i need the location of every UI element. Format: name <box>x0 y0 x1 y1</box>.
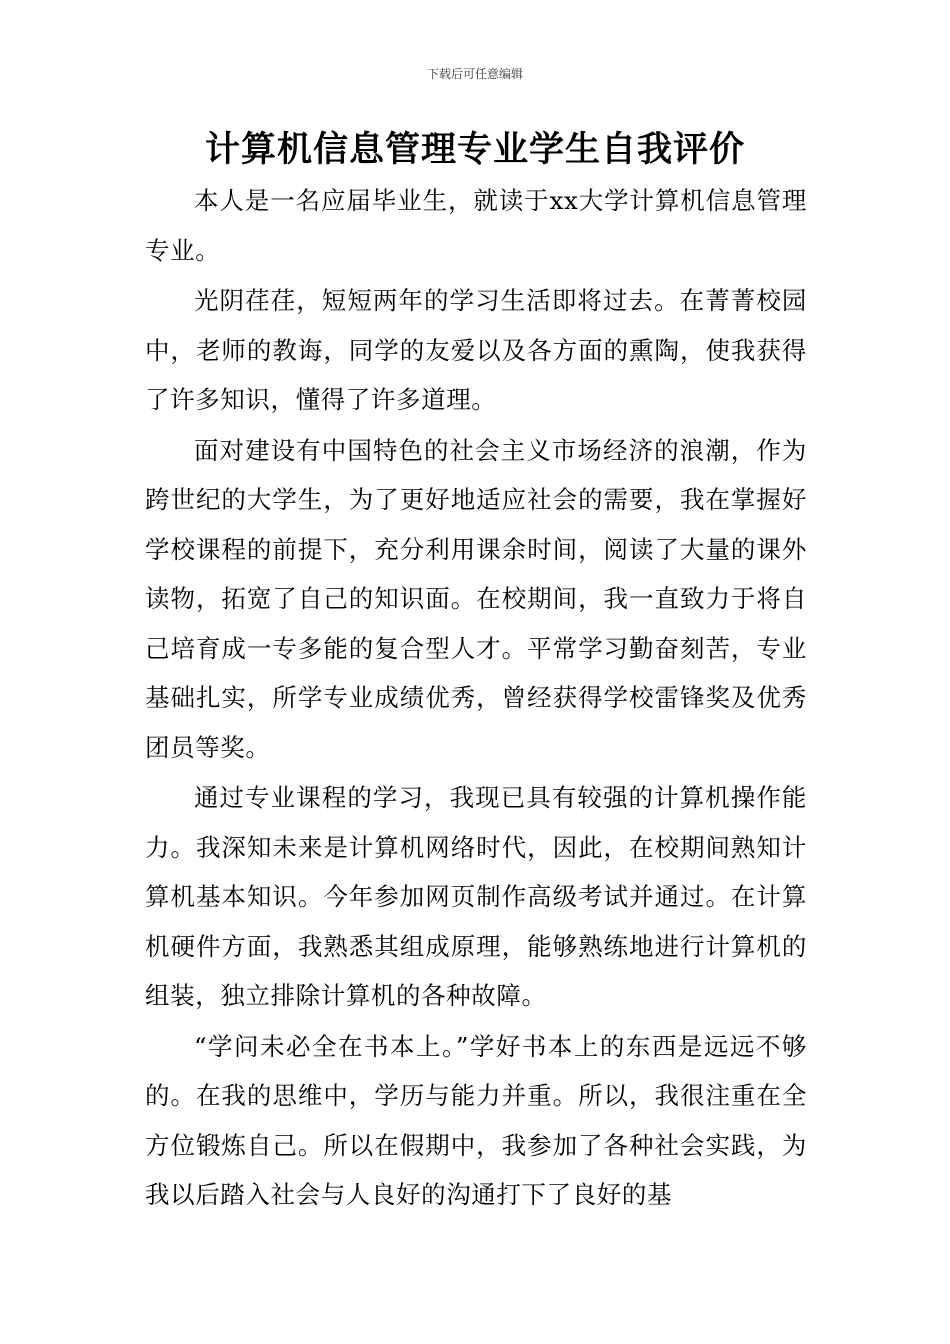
paragraph-intro: 本人是一名应届毕业生，就读于xx大学计算机信息管理专业。 <box>145 186 807 265</box>
paragraph-study: 面对建设有中国特色的社会主义市场经济的浪潮，作为跨世纪的大学生，为了更好地适应社会的需要，我在掌握好学校课程的前提下，充分利用课余时间，阅读了大量的课外读物，拓宽了自己的知识面。在校期间，我一直致力于将自己培育成一专多能的复合型人才。平常学习勤奋刻苦，专业基础扎实，所学专业成绩优秀，曾经获得学校雷锋奖及优秀团员等奖。 <box>145 435 807 762</box>
paragraph-practice: “学问未必全在书本上。”学好书本上的东西是远远不够的。在我的思维中，学历与能力并重。所以，我很注重在全方位锻炼自己。所以在假期中，我参加了各种社会实践，为我以后踏入社会与人良好的沟通打下了良好的基 <box>145 1031 807 1209</box>
header-note: 下载后可任意编辑 <box>426 67 523 81</box>
document-title: 计算机信息管理专业学生自我评价 <box>204 130 745 170</box>
document-body <box>145 176 807 1221</box>
paragraph-campus-life: 光阴荏荏，短短两年的学习生活即将过去。在菁菁校园中，老师的教诲，同学的友爱以及各方面的熏陶，使我获得了许多知识，懂得了许多道理。 <box>145 286 807 414</box>
paragraph-computer-skills: 通过专业课程的学习，我现已具有较强的计算机操作能力。我深知未来是计算机网络时代，因此，在校期间熟知计算机基本知识。今年参加网页制作高级考试并通过。在计算机硬件方面，我熟悉其组成原理，能够熟练地进行计算机的组装，独立排除计算机的各种故障。 <box>145 783 807 1010</box>
